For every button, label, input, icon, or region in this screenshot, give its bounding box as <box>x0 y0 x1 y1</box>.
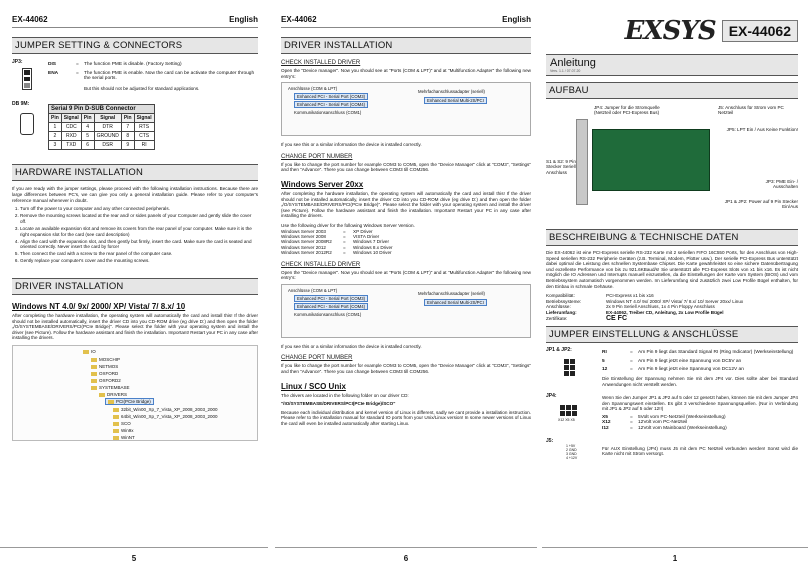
folder-item: WinNT <box>113 435 135 440</box>
list-item: Zertifikate: CE FC <box>546 314 627 322</box>
see-text: If you see this or a similar information the device is installed correctly. <box>281 142 422 148</box>
table-row: 1 CDC 4 DTR 7 RTS <box>49 123 155 132</box>
table-row: 3 TXD 6 DSR 9 RI <box>49 141 155 150</box>
table-row: 2 RXD 5 GROUND 8 CTS <box>49 132 155 141</box>
list-item: Lieferumfang: EX-44062, Treiber CD, Anleitung, 2x Low Profile Bügel <box>546 309 724 315</box>
jp3-label: JP3: <box>12 59 23 65</box>
list-item: 1. Turn off the power to your computer and any other connected peripherals. <box>20 206 258 212</box>
page-number: 6 <box>275 547 537 563</box>
folder-icon <box>91 372 97 376</box>
check-text: Open the "Device manager". Now you should see at "Ports (COM & LPT)" and at "Multifunction Adapter" the following new entry's: <box>281 68 531 79</box>
folder-icon <box>108 400 114 404</box>
section-jumper-setting: JUMPER SETTING & CONNECTORS <box>12 37 258 54</box>
folder-item: OXFORD2 <box>91 378 121 383</box>
jp12-pins-icon <box>564 359 600 376</box>
jp3-jumper-icon <box>22 68 32 90</box>
header-language: English <box>229 15 258 24</box>
folder-item: OXFORD <box>91 371 118 376</box>
server-driver-list <box>281 229 531 256</box>
list-item: 2. Remove the mounting screws located at the rear and/ or sides panels of your Computer and gently slide the cover off. <box>20 213 258 224</box>
section-jumper-einstellung: JUMPER EINSTELLUNG & ANSCHLÜSSE <box>546 326 798 343</box>
windows-text: After completing the hardware installation, the operating system will automatically the card and install this! If the driver should not be installed automatically, insert the driver CD into you CD-ROM drive (eg drive D:) and then open the folder „/O/SYSTEMBASE/DRIVERS/PCI(PCIe Bridge)". Please select the folder with your operating system and install the driver (see Picture). Follow the hardware assistant and finish the installation. Important! Restart your PC in any case after installing the drivers. <box>12 313 258 341</box>
db9-pin-table: Serial 9 Pin D-SUB Connector Pin Signal Pin Signal Pin Signal 1 CDC 4 DTR 7 RTS 2 RXD 5 GROUND 8 CTS 3 TXD 6 DSR 9 RI <box>48 104 155 150</box>
list-item: Windows Server 2008R2 = Windows 7 Driver <box>281 239 389 245</box>
page-5 <box>0 0 268 571</box>
check-installed-driver-2: CHECK INSTALLED DRIVER <box>281 261 361 268</box>
jp4-pins-icon <box>560 405 600 416</box>
db9-block <box>12 101 258 150</box>
folder-icon <box>113 429 119 433</box>
certificate-logos: CE FC <box>606 314 627 322</box>
section-driver-installation: DRIVER INSTALLATION <box>12 278 258 295</box>
list-item: Kompatibilität: PCI-Express x1 bis x16 <box>546 293 654 299</box>
annotation: JP1 & JP2: Power auf 9 Pin Stecker Ein/Aus <box>724 199 798 210</box>
dis-row: DIS = The function PME is disable. (Factory Setting) <box>48 62 182 67</box>
jp3-note: But this should not be adjusted for standard applications. <box>84 85 200 91</box>
list-item: Windows Server 2012 = Windows 8.x Driver <box>281 244 393 250</box>
list-item: 3. Locate an available expansion slot and remove its covers from the rear panel of your computer. Make sure it is the right expansion slot for the card (see card description) <box>20 226 258 237</box>
page-number: 1 <box>542 547 808 563</box>
folder-tree <box>12 345 258 441</box>
folder-icon <box>113 415 119 419</box>
device-manager-shot-2: Anschlüsse (COM & LPT) Enhanced PCI - Serial Port (COM3) Enhanced PCI - Serial Port (COM4) Kommunikationsanschluss (COM1) Mehrfachanschlussadapter (seriell) Enhanced Serial Multi-2S/PCI <box>281 284 531 338</box>
linux-title: Linux / SCO Unix <box>281 381 346 391</box>
brand-header <box>546 16 798 46</box>
folder-item: DRIVERS <box>99 392 127 397</box>
annotation: JP5: LPT Ein / Aus Keine Funktion! <box>726 127 798 132</box>
folder-icon <box>83 350 89 354</box>
jp3-figure <box>12 59 48 91</box>
folder-icon <box>113 422 119 426</box>
list-item: Windows Server 2008 = VISTA Driver <box>281 233 380 239</box>
exsys-logo: EXSYS <box>624 16 716 46</box>
section-aufbau: AUFBAU <box>546 82 798 99</box>
folder-item: Win9x <box>113 428 134 433</box>
folder-icon <box>113 408 119 412</box>
db9-label: DB 9M: <box>12 101 30 108</box>
change-text: If you like to change the port number for example COM3 to COM5, open the "Device Manager" click at "COM3", "Settings" and then "Advance". There you can change between COM3 till COM256. <box>281 161 531 173</box>
folder-icon <box>91 386 97 390</box>
folder-icon <box>91 379 97 383</box>
description: Die EX-44062 ist eine PCI-Express serielle RS-232 Karte mit 2 seriellen FIFO 16C550 Ports, für den Anschluss von High-Speed seriellen RS-232 Peripherie Geräten (z.B. Terminal, Modem, Plotter usw.). Der serielle PCI-Express Bus unterstützt dabei optimal die Leistung des schnellen Systembase Chipset. Die Karte gewährleistet so eine sichere Datenübertragung und exzellente Performance von bis zu 921.6KBaud/s! Sie unterstützt alle PCI-Express Slots von x1 bis x16. Es ist nicht möglich die IO Adressen und Interrupts manuell einzustellen, da die Einstellungen der Karte vom System (BIOS) und vom Betriebssystem automatisch vorgenommen werden. Im Lieferumfang sind zusätzlich zwei Low Profile Bügel enthalten, für den Einbau in schmale Gehäuse. <box>546 250 798 289</box>
jp12-block: JP1 & JP2: RI = Am Pin 9 liegt das Standard Signal RI (Ring Indicator) (Werkseinstellung) 5 = Am Pin 9 liegt jetzt eine Spannung von DC5V an 12 = Am Pin 9 liegt jetzt eine Spannung von DC12V an Die Einstellung der Spannung nehmen Sie mit dem JP4 vor. Dies sollte aber bei Standard Anwendungen nicht verstellt werden. <box>546 347 798 387</box>
section-beschreibung: BESCHREIBUNG & TECHNISCHE DATEN <box>546 229 798 246</box>
folder-item: 64bit_Win00_Xp_7_Vista_XP_2008_2003_2000 <box>113 414 218 419</box>
manual-title: Anleitung Vers. 1.1 / 07.07.20 <box>546 54 798 76</box>
folder-icon <box>113 436 119 440</box>
windows-title: Windows NT 4.0/ 9x/ 2000/ XP/ Vista/ 7/ 8.x/ 10 <box>12 302 186 311</box>
page-6: EX-44062 English DRIVER INSTALLATION CHECK INSTALLED DRIVER Open the "Device manager". Now you should see at "Ports (COM & LPT)" and at "Multifunction Adapter" the following new entry's: Anschlüsse (COM & LPT) Enhanced PCI - Serial Port (COM3) Enhanced PCI - Serial Port (COM4) Kommunikationsanschluss (COM1) Mehrfachanschlussadapter (seriell) Enhanced Serial Multi-2S/PCI If you see this or a similar information the device is installed correctly. CHANGE PORT NUMBER If you like to change the port number for example COM3 to COM5, open the "Device Manager" click at "COM3", "Settings" and then "Advance". There you can change between COM3 till COM256. Windows Server 20xx After completing the hardware installation, the operating system will automatically the card and install this! If the driver should not be installed automatically, insert the driver CD into you CD-ROM drive (eg drive D:) and then open the folder „/O/SYSTEMBASE/DRIVERS/PCI(PCIe Bridge)". Please select the folder with your operating system and install the driver (see Picture). Follow the hardware assistant and finish the installation. Important! Restart your PC in any case after installing the drivers. Use the following driver for the following Windows Server Version. Windows Server 2003 = XP Driver Windows Server 2008 = VISTA Driver Windows Server 2008R2 = Windows 7 Driver Windows Server 2012 = Windows 8.x Driver Windows Server 2012R2 = Windows 10 Driver CHECK INSTALLED DRIVER Open the "Device manager". Now you should see at "Ports (COM & LPT)" and at "Multifunction Adapter" the following new entry's: Anschlüsse (COM & LPT) Enhanced PCI - Serial Port (COM3) Enhanced PCI - Serial Port (COM4) Kommunikationsanschluss (COM1) Mehrfachanschlussadapter (seriell) Enhanced Serial Multi-2S/PCI If you see this or a similar information the device is installed correctly. CHANGE PORT NUMBER If you like to change the port number for example COM3 to COM5, open the "Device Manager" click at "COM3", "Settings" and then "Advance". There you can change between COM3 till COM256. Linux / SCO Unix The drivers are located in the following folder on our driver CD: "/IO/SYSTEMBASE/DRIVERS/PCI(PCIe Bridge)/SCO" Because each individual distribution and kernel version of Linux is different, sadly we cant provide a installation instruction. Please refer to the installation manual for standard IO ports from your Unix/Linux version! In some newer versions of Linux the card will even be installed automatically after starting Linux. 6 <box>275 0 537 571</box>
page-header: EX-44062 English <box>281 0 531 28</box>
folder-item: SCO <box>113 421 131 426</box>
section-driver-installation: DRIVER INSTALLATION <box>281 37 531 54</box>
pcb-image <box>592 129 710 191</box>
model-badge: EX-44062 <box>722 20 798 42</box>
section-hardware-installation: HARDWARE INSTALLATION <box>12 164 258 181</box>
annotation: S1 & S2: 9 Pin Stecker Seriell Anschluss <box>546 159 576 175</box>
folder-item: SYSTEMBASE <box>91 385 130 390</box>
list-item: 4. Align the card with the expansion slot, and then gently but firmly, insert the card. Make sure the card is seated and oriented correctly. Never insert the card by force! <box>20 239 258 250</box>
server-title: Windows Server 20xx <box>281 179 364 189</box>
folder-icon <box>99 393 105 397</box>
list-item: Anschlüsse: 2x 9 Pin Seriell Anschluss, 1x 4 Pin Floppy Anschluss <box>546 304 715 310</box>
list-item: 6. Gently replace your computer's cover and the mounting screws. <box>20 258 258 264</box>
ena-row: ENA = The function PME is enable. Now the card can be activate the computer through the serial ports. <box>48 70 255 82</box>
card-diagram <box>546 103 798 227</box>
db9-connector-icon <box>20 113 34 135</box>
folder-icon <box>91 365 97 369</box>
spec-list <box>546 293 798 321</box>
page-number: 5 <box>0 547 268 563</box>
j5-block: J5: 1 +5V 2 GND 3 GND 4 +12V Für AUX Einstellung (JP4) muss J5 mit dem PC Netzteil verbunden werden! Sonst wird die Karte nicht mit Strom versorgt. <box>546 437 798 460</box>
jp4-block: JP4: X12 X5 X5 Wenn Sie den Jumper JP1 & JP2 auf 5 oder 12 gesetzt haben, können Sie mit dem Jumper JP4 den Spannungswert einstellen. Es gibt 3 verschiedene Spannungsquellen. (Nur in Verbindung mit JP1 & JP2 auf 5 oder 12!!) X5 = 5Volt vom PC-Netzteil (Werkseinstellung) X12 = 12Volt vom PC-Netzteil I12 = 12Volt vom Mainboard (Werkseinstellung) <box>546 393 798 432</box>
list-item: Betriebssysteme: Windows NT 4.0/ 9x/ 2000/ XP/ Vista/ 7/ 8.x/ 10/ Server 20xx/ Linux <box>546 298 744 304</box>
j5-pins: 1 +5V 2 GND 3 GND 4 +12V <box>566 443 578 460</box>
list-item: Windows Server 2003 = XP Driver <box>281 228 373 234</box>
device-manager-shot: Anschlüsse (COM & LPT) Enhanced PCI - Serial Port (COM3) Enhanced PCI - Serial Port (COM4) Kommunikationsanschluss (COM1) Mehrfachanschlussadapter (seriell) Enhanced Serial Multi-2S/PCI <box>281 82 531 136</box>
list-item: Windows Server 2012R2 = Windows 10 Driver <box>281 250 392 256</box>
folder-item: NETMOS <box>91 364 118 369</box>
jp3-block <box>12 59 258 91</box>
annotation: J5: Anschluss für Strom vom PC Netzteil <box>718 105 784 116</box>
hw-intro: If you are ready with the jumper settings, please proceed with the following installation instructions. Because there are large differences between PC's, we can give you only a general installation guide. Please refer to your computer's reference manual whenever in doubt. <box>12 186 258 203</box>
change-port-number: CHANGE PORT NUMBER <box>281 153 353 160</box>
server-use: Use the following driver for the following Windows Server Version. <box>281 222 415 228</box>
header-model: EX-44062 <box>12 15 48 24</box>
server-text: After completing the hardware installation, the operating system will automatically the card and install this! If the driver should not be installed automatically, insert the driver CD into you CD-ROM drive (eg drive D:) and then open the folder „/O/SYSTEMBASE/DRIVERS/PCI(PCIe Bridge)". Please select the folder with your operating system and install the driver (see Picture). Follow the hardware assistant and finish the installation. Important! Restart your PC in any case after installing the drivers. <box>281 190 531 219</box>
folder-item-selected: PCI(PCIe Bridge) <box>105 399 154 404</box>
check-installed-driver: CHECK INSTALLED DRIVER <box>281 60 361 66</box>
list-item: 5. Then connect the card with a screw to the rear panel of the computer case. <box>20 251 258 257</box>
page-header <box>12 0 258 28</box>
folder-icon <box>91 358 97 362</box>
annotation: JP4: Jumper für die Stromquelle (Netzteil oder PCI-Express Bus) <box>594 105 660 116</box>
folder-item: MOSCHIP <box>91 357 120 362</box>
page-1 <box>542 0 808 571</box>
install-steps <box>12 206 258 264</box>
folder-item: IO <box>83 349 96 354</box>
folder-item: 32bit_Win00_Xp_7_Vista_XP_2008_2003_2000 <box>113 407 218 412</box>
annotation: JP3: PME Ein- / Ausschalten <box>765 179 798 190</box>
